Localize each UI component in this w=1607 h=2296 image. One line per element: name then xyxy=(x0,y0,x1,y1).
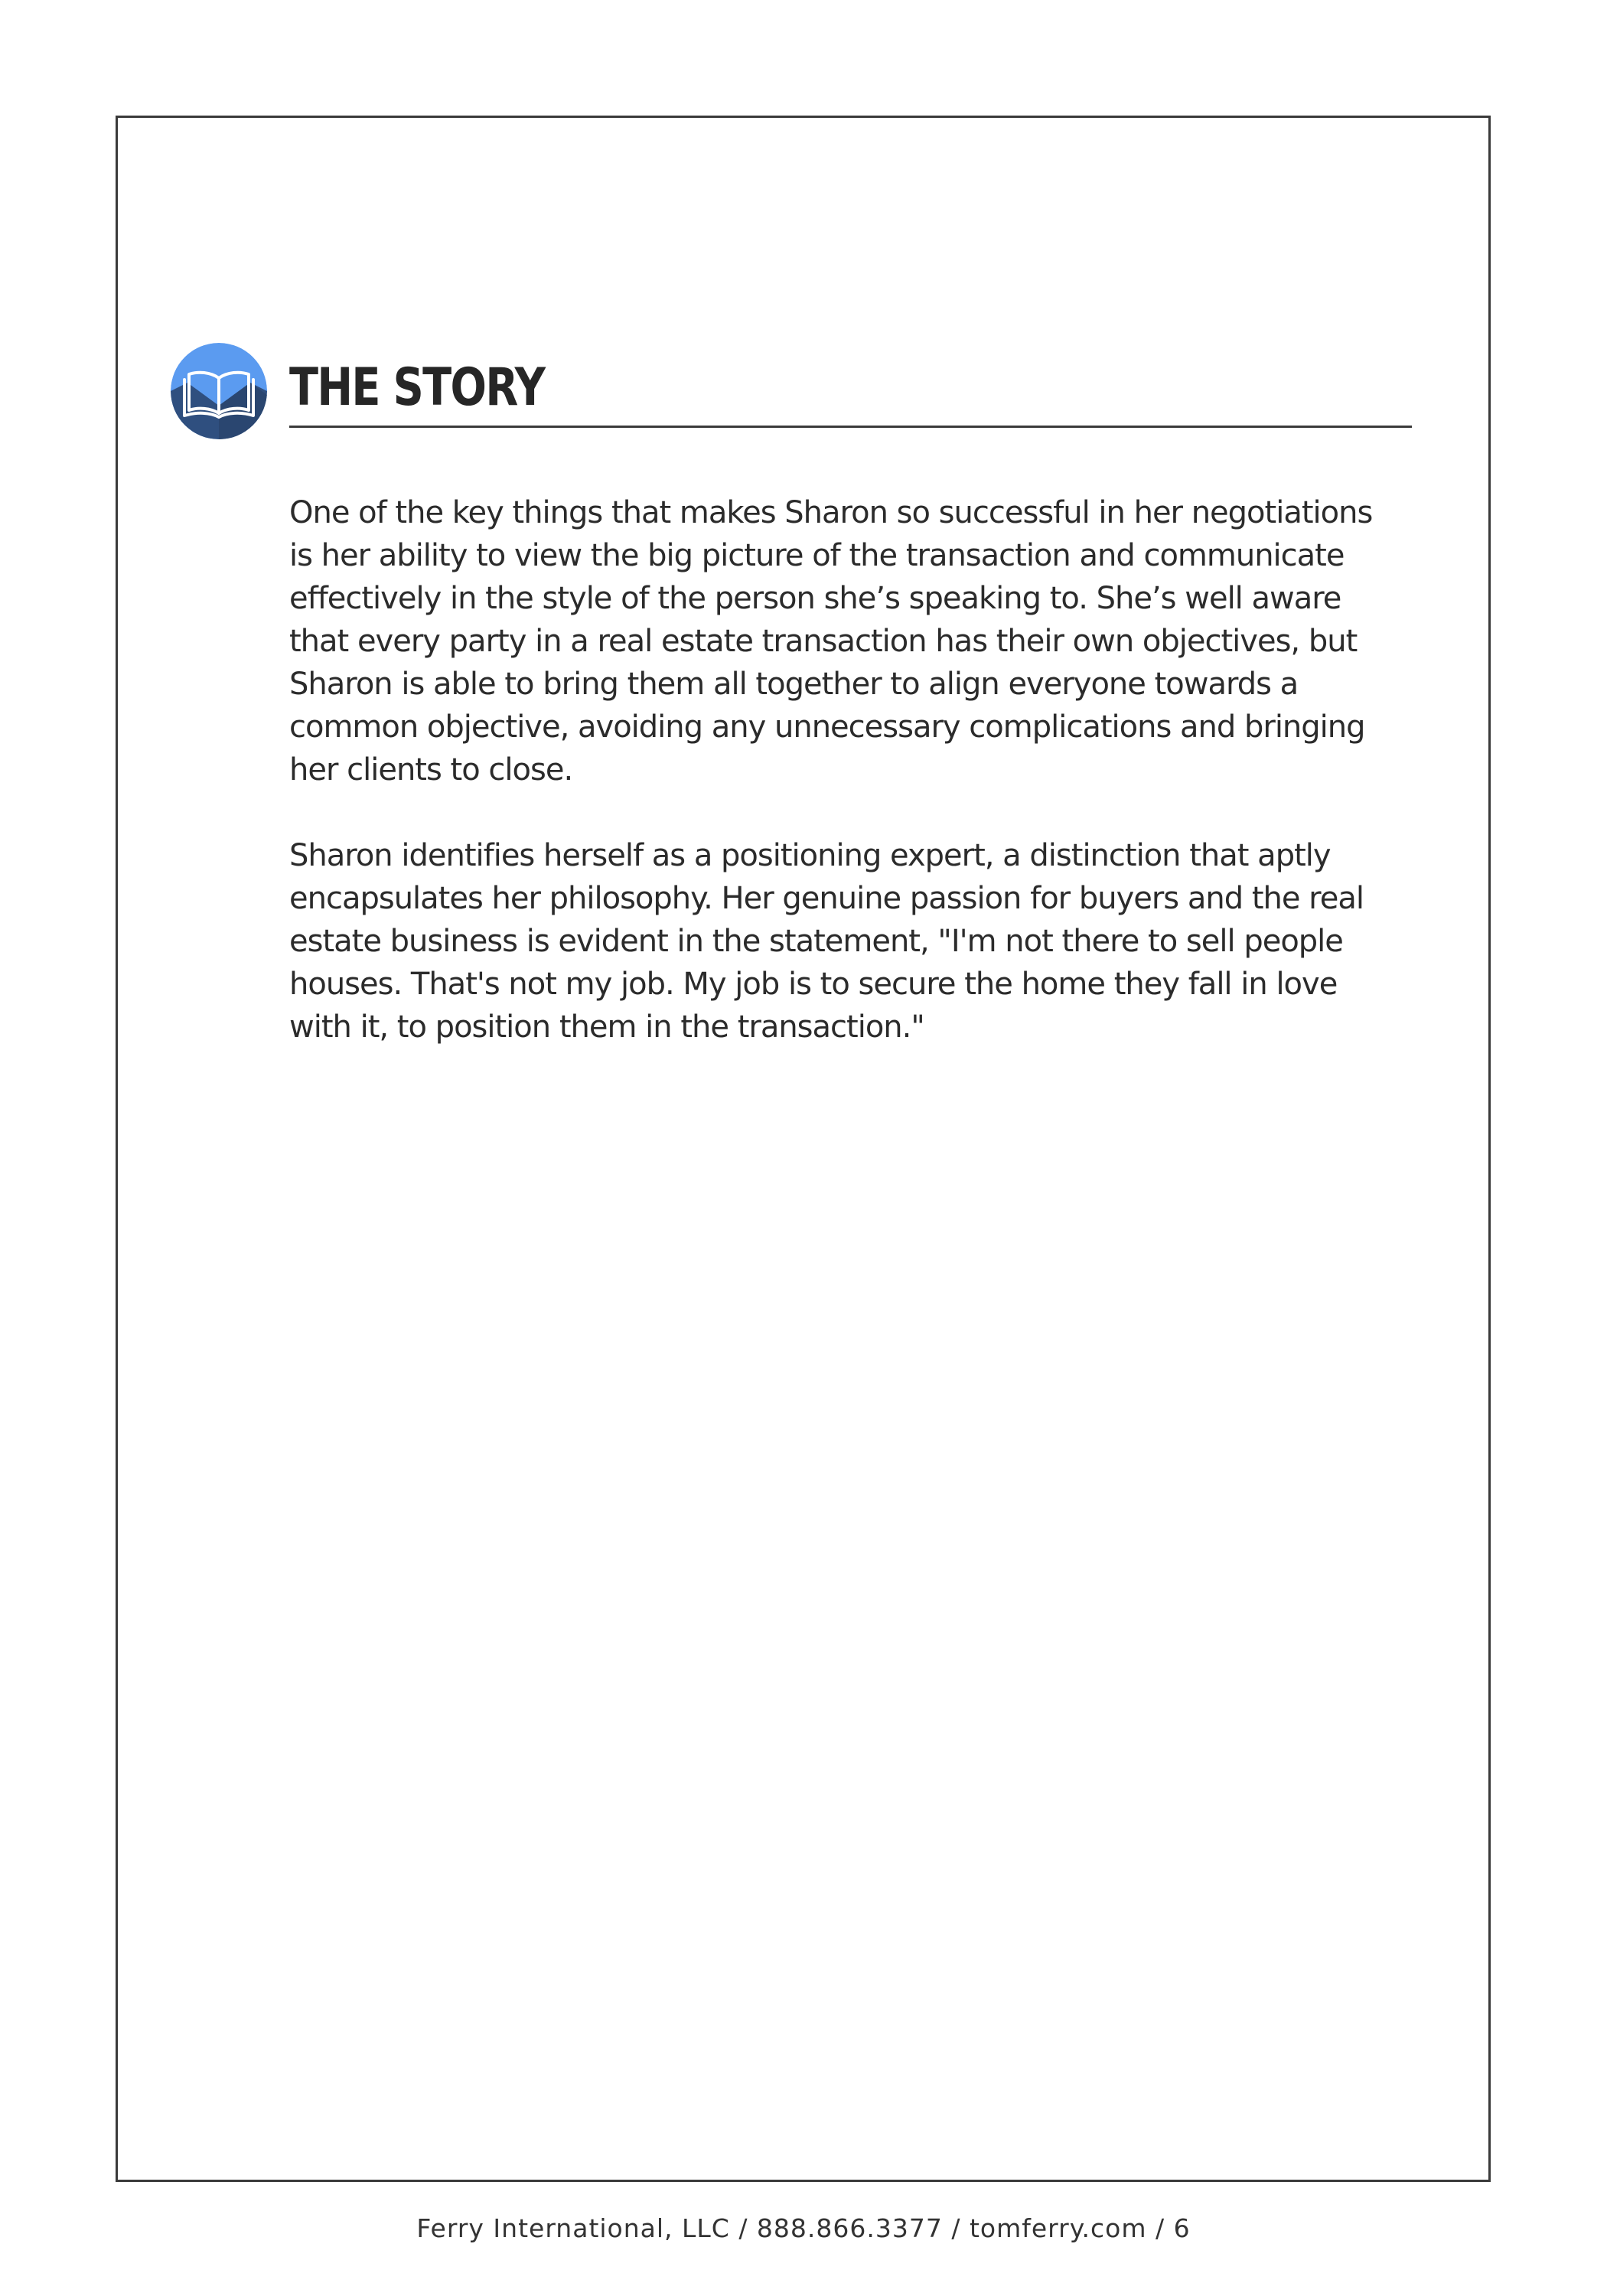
title-divider xyxy=(289,426,1412,428)
story-body xyxy=(289,491,1422,1091)
story-paragraph-1: One of the key things that makes Sharon so successful in her negotiations is her ability to view the big picture of the transaction and communicate effectively in the style of the person she’s speaking to. She’s well aware that every party in a real estate transaction has their own objectives, but Sharon is able to bring them all together to align everyone towards a common objective, avoiding any unnecessary complications and bringing her clients to close. xyxy=(289,495,1373,788)
open-book-icon xyxy=(171,343,267,439)
section-title: THE STORY xyxy=(289,357,545,418)
story-paragraph-2: Sharon identifies herself as a positioning expert, a distinction that aptly encapsulates her philosophy. Her genuine passion for buyers and the real estate business is evident in the statement, "I'm not there to sell people houses. That's not my job. My job is to secure the home they fall in love with it, to position them in the transaction." xyxy=(289,838,1364,1045)
page-footer: Ferry International, LLC / 888.866.3377 / tomferry.com / 6 xyxy=(416,2213,1191,2243)
